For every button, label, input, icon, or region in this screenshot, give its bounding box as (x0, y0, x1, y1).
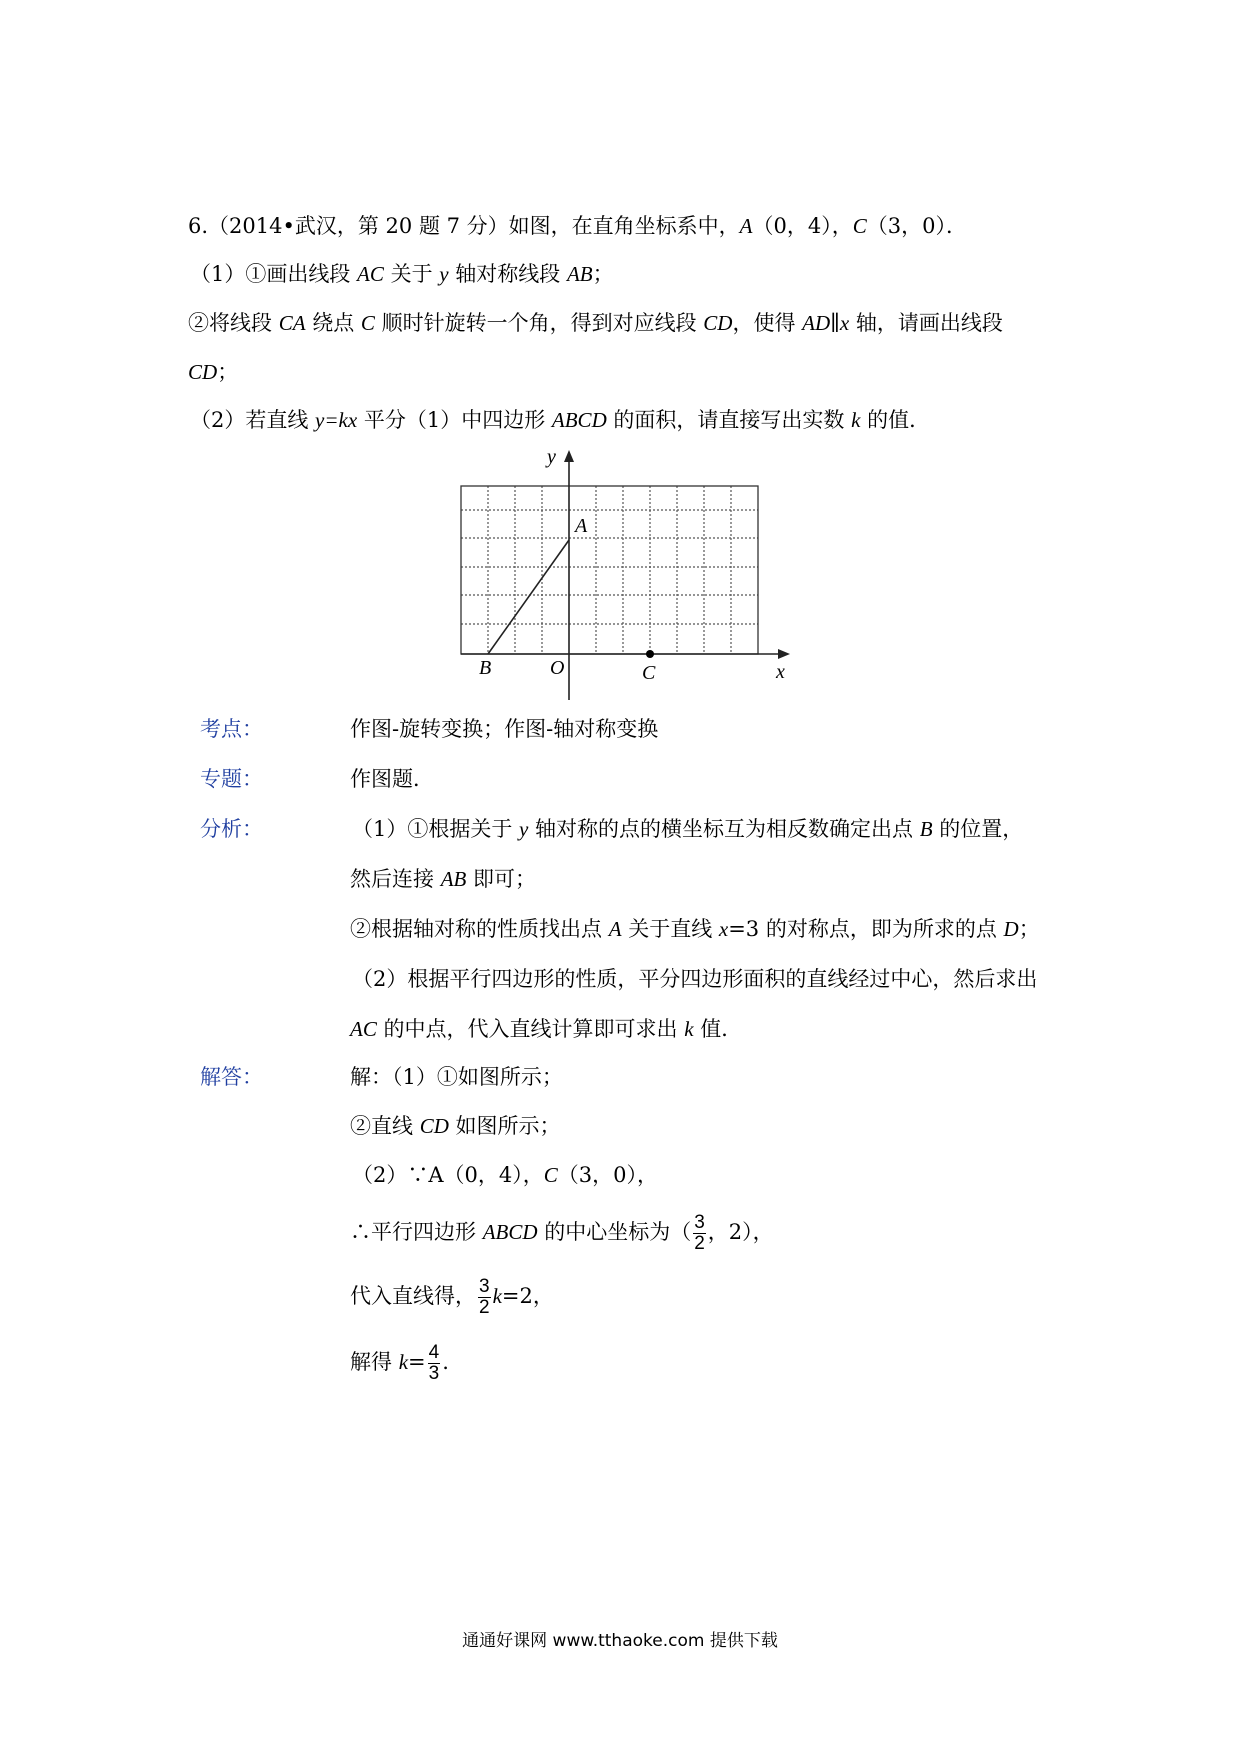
kaodian-text: 作图-旋转变换；作图-轴对称变换 (350, 717, 659, 741)
jieda-line5: 代入直线得， $\frac{3}{2}$ k=2， (350, 1276, 554, 1318)
zhuanti-label: 专题： (200, 767, 263, 791)
jieda-line6: 解得 k= $\frac{4}{3}$ . (350, 1342, 449, 1384)
jieda-line2: ②直线 CD 如图所示； (350, 1114, 561, 1138)
y-axis-arrow-icon (564, 450, 574, 462)
label-B: B (479, 657, 492, 679)
label-y: y (547, 446, 556, 468)
fraction-3-2: $\frac{3}{2}$ (479, 1276, 490, 1318)
question-part1-line2: ②将线段 CA 绕点 C 顺时针旋转一个角，得到对应线段 CD，使得 AD∥x 轴，请画出线段 (188, 311, 1003, 335)
fenxi-line3: ②根据轴对称的性质找出点 A 关于直线 x=3 的对称点，即为所求的点 D； (350, 917, 1040, 941)
jieda-line1: 解：（1）①如图所示； (350, 1065, 563, 1089)
fenxi-line2: 然后连接 AB 即可； (350, 867, 537, 891)
label-x: x (776, 661, 785, 683)
label-C: C (642, 662, 656, 684)
zhuanti-text: 作图题． (350, 767, 434, 791)
jieda-line4: ∴平行四边形 ABCD 的中心坐标为（ $\frac{3}{2}$ ，2）， (350, 1212, 774, 1254)
question-part1-line1: （1）①画出线段 AC 关于 y 轴对称线段 AB； (190, 262, 614, 286)
fenxi-line1: （1）①根据关于 y 轴对称的点的横坐标互为相反数确定出点 B 的位置， (352, 817, 1024, 841)
segment-AB (488, 540, 569, 654)
footer-text: 通通好课网 www.tthaoke.com 提供下载 (462, 1631, 778, 1651)
question-part2: （2）若直线 y=kx 平分（1）中四边形 ABCD 的面积，请直接写出实数 k 的值． (190, 408, 931, 432)
fenxi-line4: （2）根据平行四边形的性质，平分四边形面积的直线经过中心，然后求出 (352, 967, 1038, 991)
grid-vertical-lines (488, 486, 731, 654)
grid-horizontal-lines (461, 510, 758, 624)
x-axis-arrow-icon (778, 649, 790, 659)
fraction-4-3: $\frac{4}{3}$ (428, 1342, 440, 1384)
fenxi-line5: AC 的中点，代入直线计算即可求出 k 值． (350, 1017, 743, 1041)
question-part1-line3: CD； (188, 360, 239, 384)
fraction-3-2: $\frac{3}{2}$ (694, 1212, 705, 1254)
label-A: A (575, 515, 588, 537)
label-O: O (550, 657, 565, 679)
jieda-label: 解答： (200, 1065, 263, 1089)
jieda-line3: （2）∵A（0，4），C（3，0）， (352, 1163, 658, 1187)
question-header: 6.（2014•武汉，第 20 题 7 分）如图，在直角坐标系中，A（0，4），C（3，0）． (188, 214, 967, 238)
fenxi-label: 分析： (200, 817, 263, 841)
kaodian-label: 考点： (200, 717, 263, 741)
point-C (646, 650, 654, 658)
